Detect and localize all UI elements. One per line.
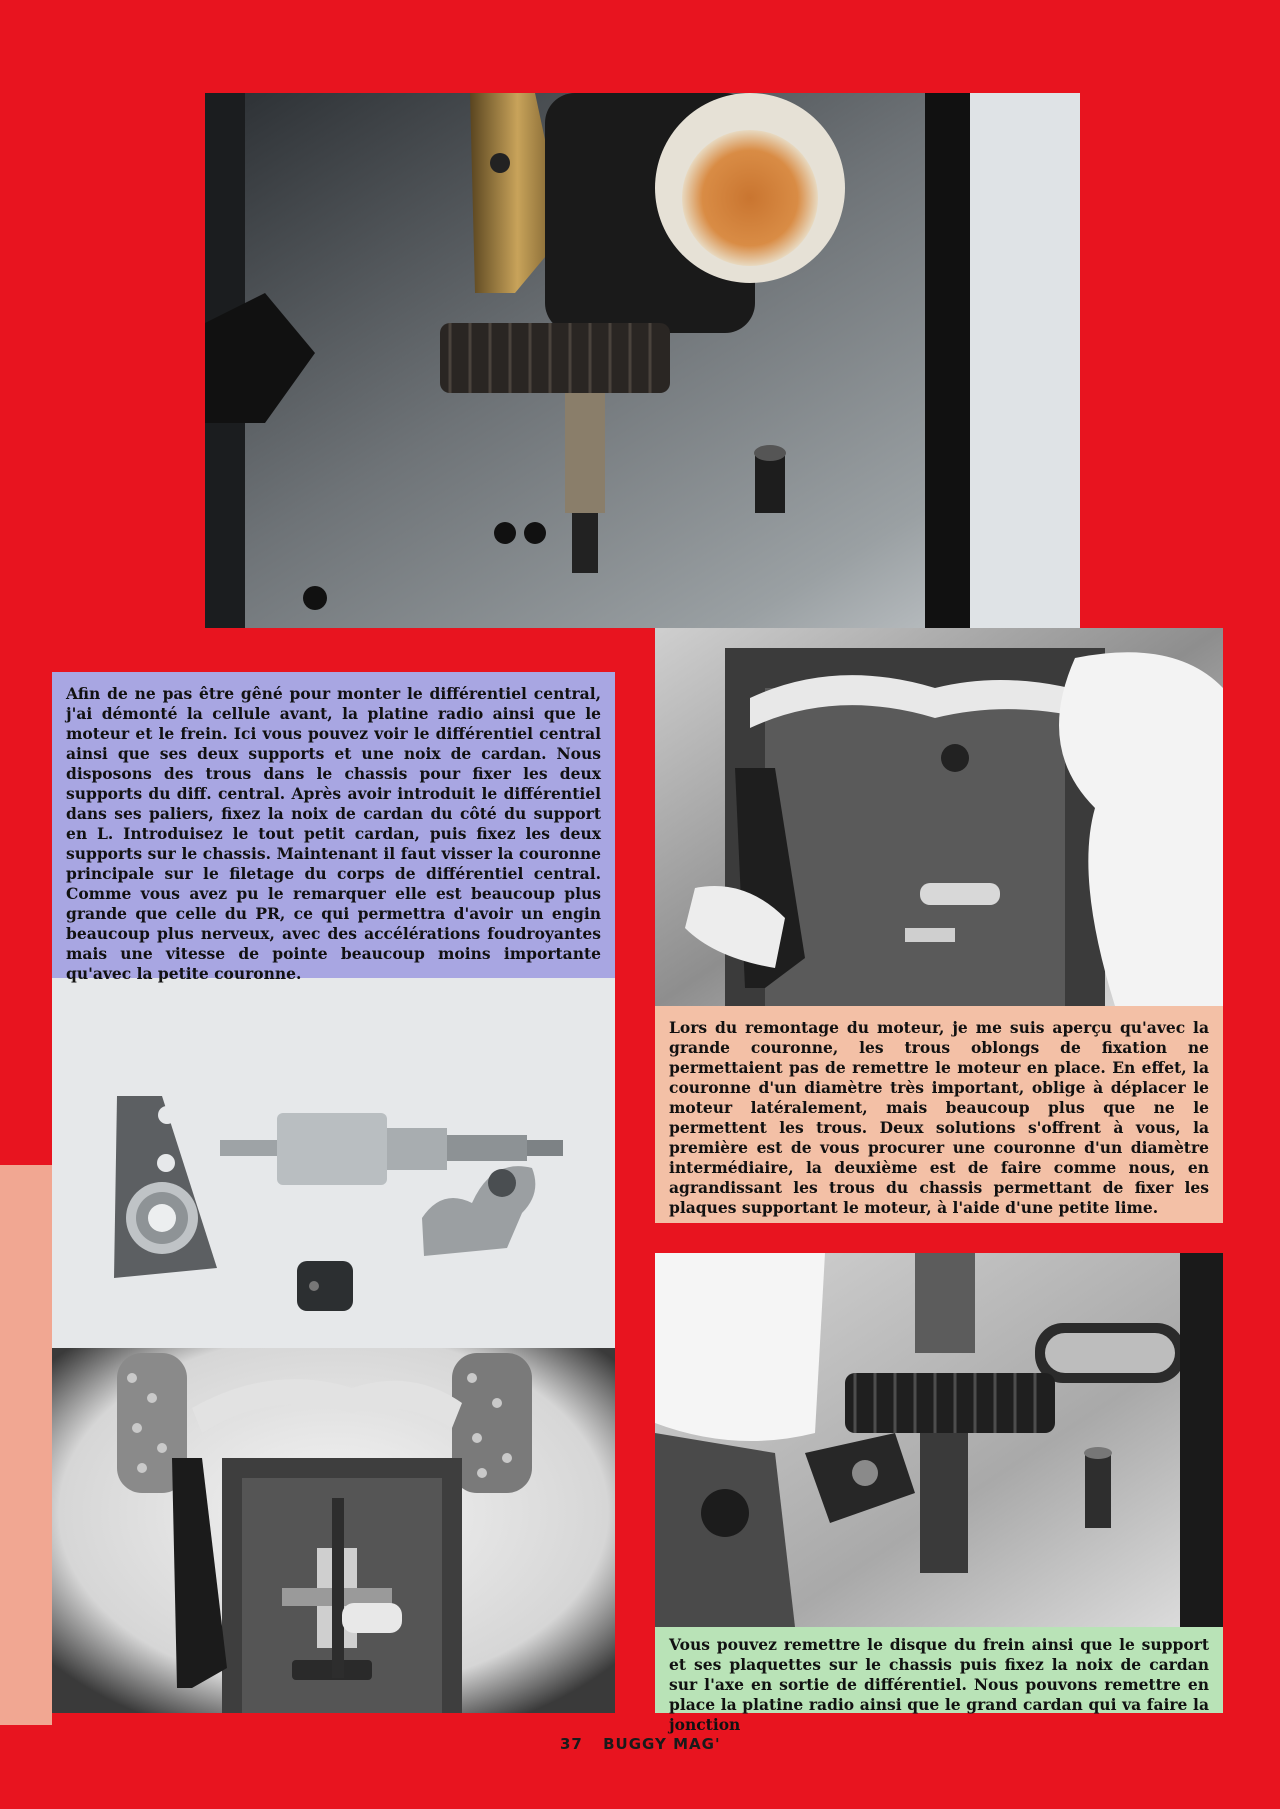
photo-engine-refit bbox=[655, 628, 1223, 1006]
caption-central-differential: Afin de ne pas être gêné pour monter le différentiel central, j'ai démonté la cellule avant, la platine radio ainsi que le moteur et le frein. Ici vous pouvez voir le différentiel central ainsi que ses deux supports et une noix de cardan. Nous disposons des trous dans le chassis pour fixer les deux supports du diff. central. Après avoir introduit le différentiel dans ses paliers, fixez la noix de cardan du côté du support en L. Introduisez le tout petit cardan, puis fixez les deux supports sur le chassis. Maintenant il faut visser la couronne principale sur le filetage du corps de différentiel central. Comme vous avez pu le remarquer elle est beaucoup plus grande que celle du PR, ce qui permettra d'avoir un engin beaucoup plus nerveux, avec des accélérations foudroyantes mais une vitesse de pointe beaucoup moins importante qu'avec la petite couronne. bbox=[52, 672, 615, 978]
page-footer bbox=[560, 1735, 735, 1753]
photo-brake-gear bbox=[655, 1253, 1223, 1627]
caption-brake-refit: Vous pouvez remettre le disque du frein ainsi que le support et ses plaquettes sur le chassis puis fixez la noix de cardan sur l'axe en sortie de différentiel. Nous pouvons remettre en place la platine radio ainsi que le grand cardan qui va faire la jonction bbox=[655, 1627, 1223, 1713]
photo-engine-gear bbox=[205, 93, 1080, 628]
magazine-title: BUGGY MAG' bbox=[603, 1735, 721, 1753]
page-number: 37 bbox=[560, 1735, 583, 1753]
photo-differential-parts bbox=[52, 978, 615, 1348]
caption-engine-refit: Lors du remontage du moteur, je me suis aperçu qu'avec la grande couronne, les trous oblongs de fixation ne permettaient pas de remettre le moteur en place. En effet, la couronne d'un diamètre très important, oblige à déplacer le moteur latéralement, mais beaucoup plus que ne le permettent les trous. Deux solutions s'offrent à vous, la première est de vous procurer une couronne d'un diamètre intermédiaire, la deuxième est de faire comme nous, en agrandissant les trous du chassis permettant de fixer les plaques supportant le moteur, à l'aide d'une petite lime. bbox=[655, 1006, 1223, 1223]
photo-buggy-chassis bbox=[52, 1348, 615, 1713]
decorative-strip bbox=[0, 1165, 52, 1725]
